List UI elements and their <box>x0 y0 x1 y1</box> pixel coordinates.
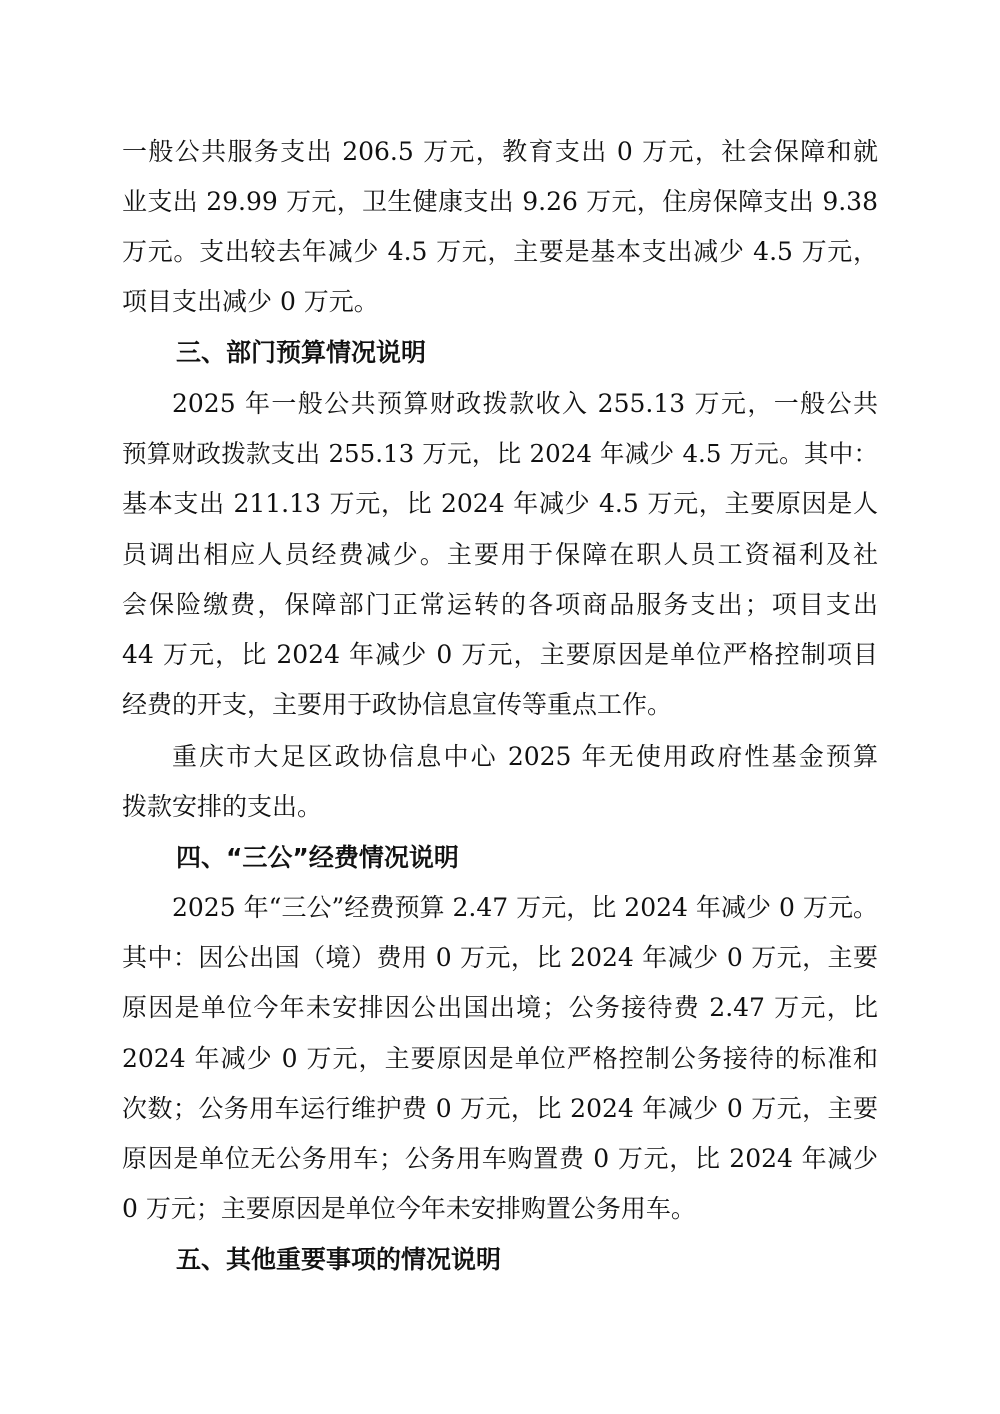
paragraph-line: 原因是单位今年未安排因公出国出境；公务接待费 2.47 万元，比 <box>122 993 878 1022</box>
paragraph-line: 会保险缴费，保障部门正常运转的各项商品服务支出；项目支出 <box>122 590 878 619</box>
paragraph-line: 重庆市大足区政协信息中心 2025 年无使用政府性基金预算 <box>172 742 878 771</box>
paragraph-line: 2025 年“三公”经费预算 2.47 万元，比 2024 年减少 0 万元。 <box>172 893 878 922</box>
paragraph-line: 其中：因公出国（境）费用 0 万元，比 2024 年减少 0 万元，主要 <box>122 943 878 972</box>
section-heading-4: 四、“三公”经费情况说明 <box>176 843 459 872</box>
paragraph-line: 业支出 29.99 万元，卫生健康支出 9.26 万元，住房保障支出 9.38 <box>122 187 878 216</box>
paragraph-line: 2024 年减少 0 万元，主要原因是单位严格控制公务接待的标准和 <box>122 1044 878 1073</box>
paragraph-line: 万元。支出较去年减少 4.5 万元，主要是基本支出减少 4.5 万元， <box>122 237 878 266</box>
section-heading-3: 三、部门预算情况说明 <box>176 338 427 367</box>
section-heading-5: 五、其他重要事项的情况说明 <box>176 1245 502 1274</box>
paragraph-line: 经费的开支，主要用于政协信息宣传等重点工作。 <box>122 690 673 719</box>
paragraph-line: 44 万元，比 2024 年减少 0 万元，主要原因是单位严格控制项目 <box>122 640 878 669</box>
paragraph-line: 2025 年一般公共预算财政拨款收入 255.13 万元，一般公共 <box>172 389 878 418</box>
paragraph-line: 项目支出减少 0 万元。 <box>122 287 379 316</box>
paragraph-line: 次数；公务用车运行维护费 0 万元，比 2024 年减少 0 万元，主要 <box>122 1094 878 1123</box>
paragraph-line: 0 万元；主要原因是单位今年未安排购置公务用车。 <box>122 1194 696 1223</box>
paragraph-line: 拨款安排的支出。 <box>122 792 323 821</box>
paragraph-line: 一般公共服务支出 206.5 万元，教育支出 0 万元，社会保障和就 <box>122 137 878 166</box>
paragraph-line: 预算财政拨款支出 255.13 万元，比 2024 年减少 4.5 万元。其中： <box>122 439 878 468</box>
paragraph-line: 基本支出 211.13 万元，比 2024 年减少 4.5 万元，主要原因是人 <box>122 489 878 518</box>
paragraph-line: 原因是单位无公务用车；公务用车购置费 0 万元，比 2024 年减少 <box>122 1144 878 1173</box>
paragraph-line: 员调出相应人员经费减少。主要用于保障在职人员工资福利及社 <box>122 540 878 569</box>
